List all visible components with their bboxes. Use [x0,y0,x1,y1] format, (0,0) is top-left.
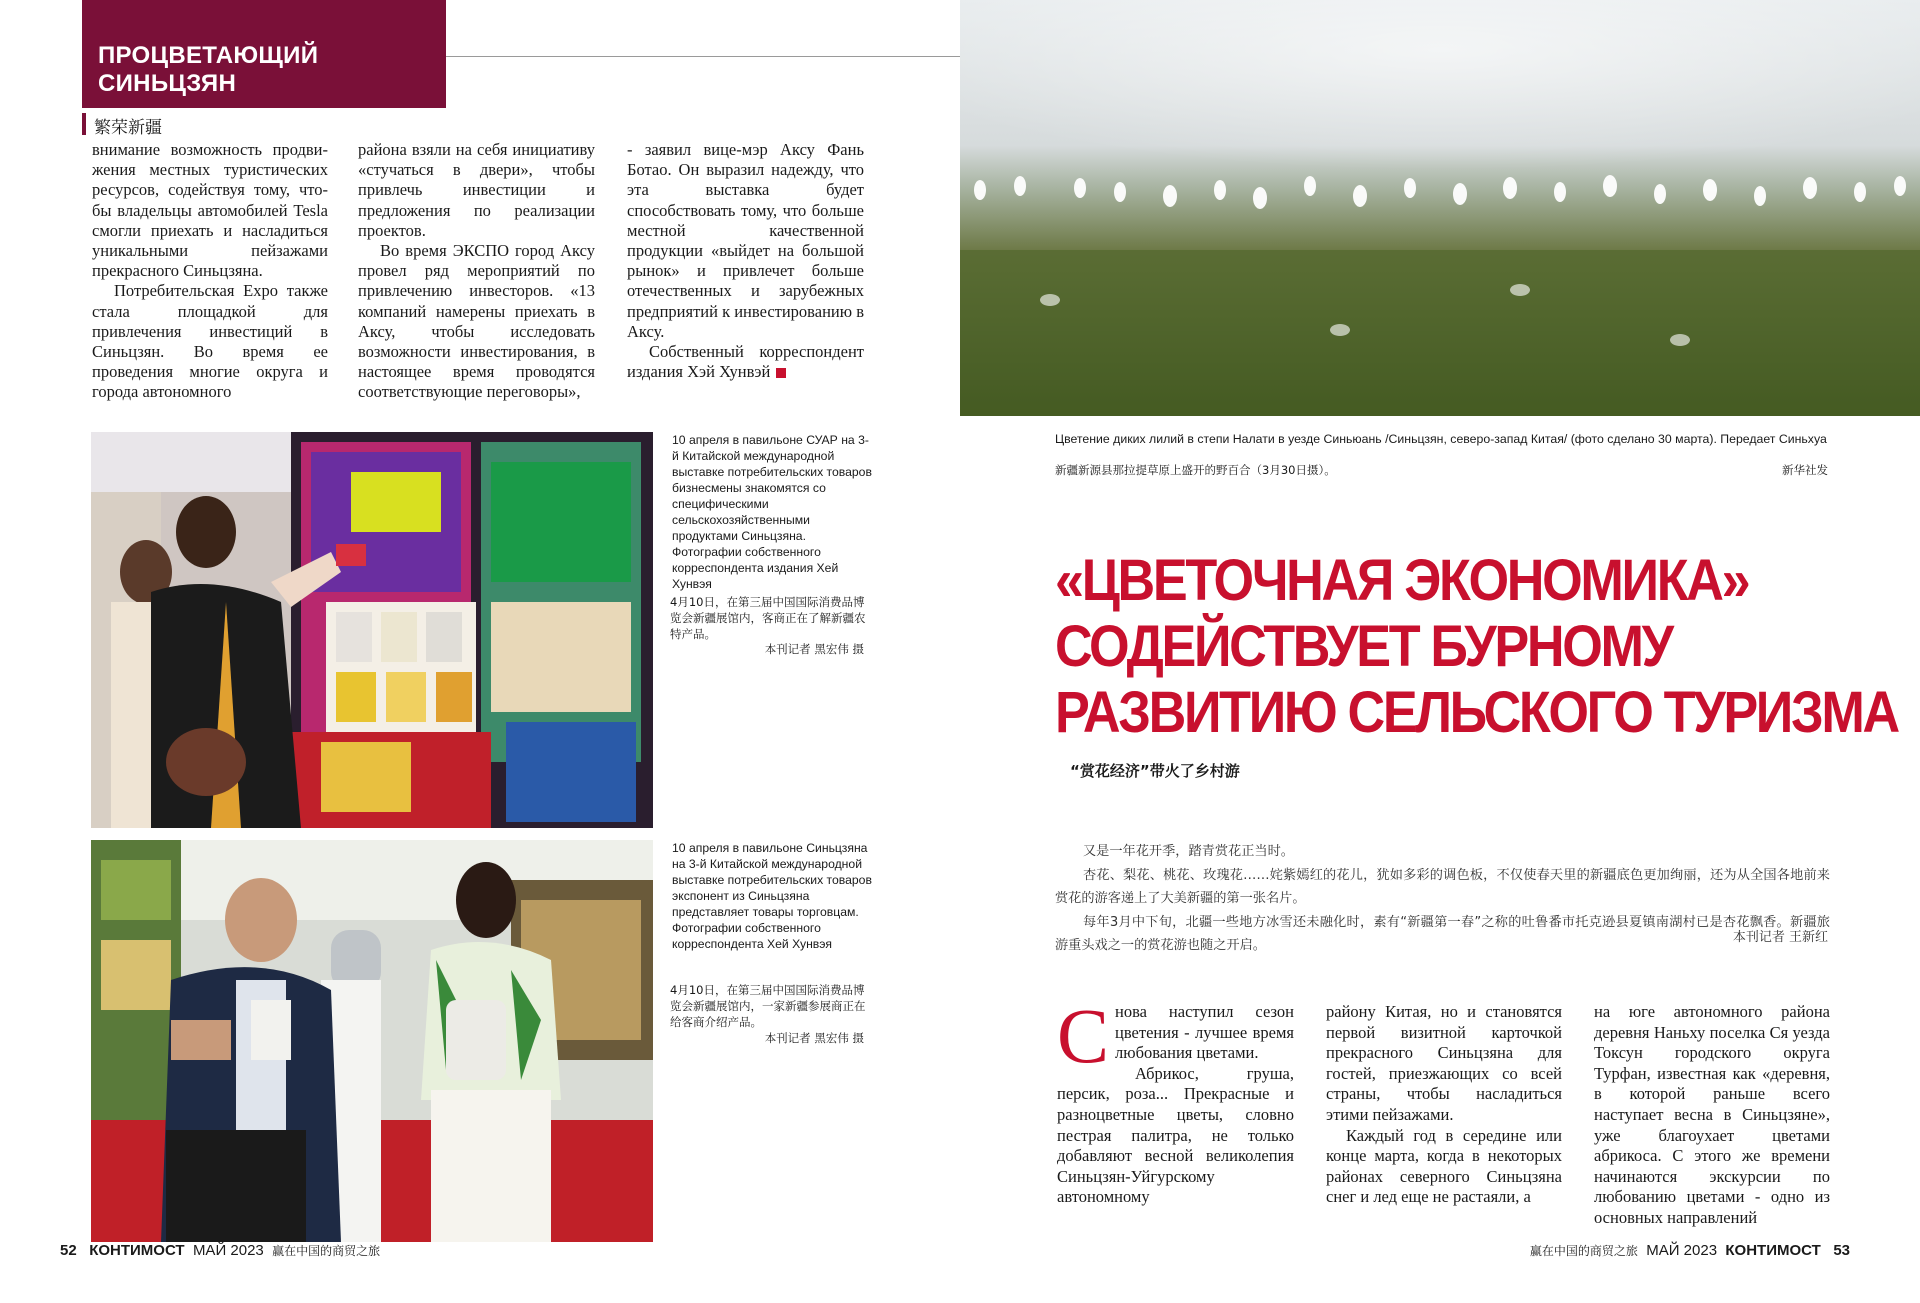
photo-exhibitor [91,840,653,1242]
magazine-slogan-cn: 赢在中国的商贸之旅 [272,1244,381,1258]
paragraph: району Китая, но и становятся первой визитной карточкой прекрасного Синьцзяна для гостей, приезжающих со всей страны, чтобы насладиться этими пейзажами. [1326,1002,1562,1124]
issue-date: МАЙ 2023 [1646,1242,1718,1259]
hero-caption-cn: 新疆新源县那拉提草原上盛开的野百合（3月30日摄）。 [1055,463,1336,477]
photo1-credit: 本刊记者 黑宏伟 摄 [764,642,864,656]
paragraph: Каждый год в середине или конце марта, когда в некоторых районах северного Синьцзяна снег и лед еще не растаяли, а [1326,1125,1562,1207]
photo2-caption: 10 апреля в павильоне Синьцзяна на 3-й Китайской международной выставке потребительских товаров экспонент из Синьцзяна представляет товары торговцам. Фотографии собственного корреспондента Хей Хунвэя [672,841,872,951]
headline-line-1: «ЦВЕТОЧНАЯ ЭКОНОМИКА» [1055,548,1749,613]
article-column-2 [1326,1002,1562,1208]
section-title-cn: 繁荣新疆 [94,118,162,138]
issue-date: МАЙ 2023 [192,1242,264,1259]
left-article-column-3 [627,140,864,382]
section-title [98,42,438,98]
magazine-name: КОНТИМОСТ [1725,1242,1821,1259]
paragraph: нова наступил сезон цветения - лучшее время любования цветами. [1115,1002,1294,1063]
lead-paragraph: 杏花、梨花、桃花、玫瑰花……姹紫嫣红的花儿，犹如多彩的调色板，不仅使春天里的新疆底色更加绚丽，还为从全国各地前来赏花的游客递上了大美新疆的第一张名片。 [1055,867,1830,906]
article-subhead-cn: “赏花经济”带火了乡村游 [1070,762,1240,780]
section-marker [82,113,86,135]
page-footer-right [1530,1242,1850,1259]
paragraph: на юге автономного района деревня Наньху поселка Ся уезда Токсун городского округа Турфан, известная как «деревня, в которой раньше всего наступает весна в Синьцзяне», уже благоухает цветами абрикоса. С этого же времени начинаются экскурсии по любованию цветами - одно из основных направлений [1594,1002,1830,1227]
left-article-column-1 [92,140,328,403]
hero-credit: 新华社发 [1782,463,1828,477]
photo2-credit: 本刊记者 黑宏伟 摄 [764,1031,864,1045]
paragraph: - заявил вице-мэр Аксу Фань Ботао. Он выразил надежду, что эта выставка будет способствовать тому, что больше местной качественной продукции «выйдет на большой рынок» и привлечет больше отечественных и зарубежных предприятий к инвестированию в Аксу. [627,140,864,341]
magazine-slogan-cn: 赢在中国的商贸之旅 [1529,1244,1638,1258]
lead-credit: 本刊记者 王新红 [1732,930,1828,945]
author-signature: Собственный корреспондент издания Хэй Хунвэй [627,342,864,382]
article-headline [1055,548,1898,746]
photo1-caption: 10 апреля в павильоне СУАР на 3-й Китайской международной выставке потребительских товаров бизнесмены знакомятся со специфическими сельскохозяйственными продуктами Синьцзяна. Фотографии собственного корреспондента издания Хей Хунвэя [672,433,872,591]
section-title-line1: ПРОЦВЕТАЮЩИЙ [98,42,319,69]
section-title-line2: СИНЬЦЗЯН [98,70,237,97]
magazine-name: КОНТИМОСТ [89,1242,185,1259]
hero-caption: Цветение диких лилий в степи Налати в уезде Синьюань /Синьцзян, северо-запад Китая/ (фото сделано 30 марта). Передает Синьхуа [1055,432,1827,446]
hero-photo-wild-lilies [960,0,1920,416]
page-number: 52 [60,1242,77,1259]
lead-paragraph: 每年3月中下旬，北疆一些地方冰雪还未融化时，素有“新疆第一春”之称的吐鲁番市托克逊县夏镇南湖村已是杏花飘香。新疆旅游重头戏之一的赏花游也随之开启。 [1055,914,1830,953]
article-column-1 [1057,992,1294,1208]
photo2-caption-cn: 4月10日，在第三届中国国际消费品博览会新疆展馆内，一家新疆参展商正在给客商介绍产品。 [670,983,866,1029]
paragraph: Во время ЭКСПО город Аксу провел ряд мероприятий по привлечению инвесторов. «13 компаний намерены приехать в Аксу, чтобы исследовать возможности инвестирования, в настоящее время проводятся соответствующие переговоры», [358,241,595,402]
drop-cap: С [1057,992,1110,1079]
paragraph: района взяли на себя инициативу «стучаться в двери», чтобы привлечь инвестиции и предложения по реализации проектов. [358,140,595,240]
headline-line-2: СОДЕЙСТВУЕТ БУРНОМУ [1055,614,1672,679]
left-article-column-2 [358,140,595,403]
page-footer-left [60,1242,380,1259]
article-column-3 [1594,1002,1830,1229]
paragraph: внимание возможность продви-жения местных туристических ресурсов, содействуя тому, что-бы владельцы автомобилей Tesla смогли приехать и насладиться уникальными пейзажами прекрасного Синьцзяна. [92,140,328,281]
page-number: 53 [1833,1242,1850,1259]
paragraph: Абрикос, груша, персик, роза... Прекрасные и разноцветные цветы, словно пестрая палитра, не только добавляют весной великолепия Синьцзян-Уйгурскому автономному [1057,1063,1294,1207]
paragraph: Потребительская Expo также стала площадкой для привлечения инвестиций в Синьцзян. Во время ее проведения многие округа и города автономного [92,281,328,402]
photo1-caption-cn: 4月10日，在第三届中国国际消费品博览会新疆展馆内，客商正在了解新疆农特产品。 [670,595,866,641]
lead-paragraph: 又是一年花开季，踏青赏花正当时。 [1083,844,1294,859]
end-of-article-mark [776,368,786,378]
photo-expo-booth [91,432,653,828]
headline-line-3: РАЗВИТИЮ СЕЛЬСКОГО ТУРИЗМА [1055,680,1898,745]
section-rule [446,56,960,57]
